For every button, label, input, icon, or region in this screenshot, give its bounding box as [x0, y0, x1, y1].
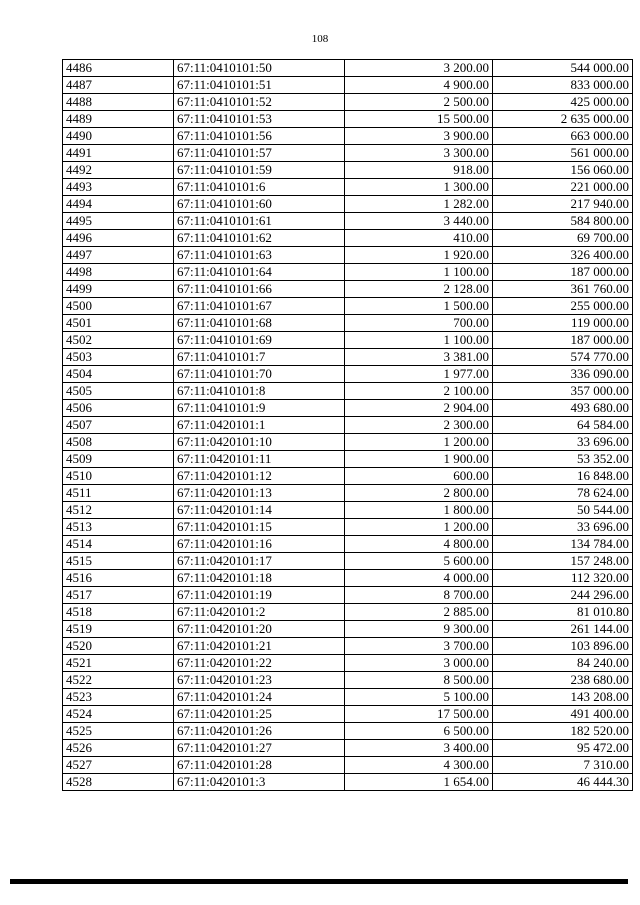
cadastral-number-cell: 67:11:0410101:51 — [174, 77, 345, 94]
area-cell: 410.00 — [345, 230, 493, 247]
table-row — [63, 536, 633, 553]
row-number-cell: 4495 — [63, 213, 174, 230]
page-number: 108 — [311, 33, 329, 45]
table-row — [63, 587, 633, 604]
area-cell: 4 000.00 — [345, 570, 493, 587]
row-number-cell: 4528 — [63, 774, 174, 791]
row-number-cell: 4504 — [63, 366, 174, 383]
table-row — [63, 315, 633, 332]
row-number-cell: 4512 — [63, 502, 174, 519]
value-cell: 491 400.00 — [493, 706, 633, 723]
area-cell: 918.00 — [345, 162, 493, 179]
value-cell: 493 680.00 — [493, 400, 633, 417]
value-cell: 157 248.00 — [493, 553, 633, 570]
value-cell: 119 000.00 — [493, 315, 633, 332]
cadastral-table — [62, 59, 633, 791]
area-cell: 1 800.00 — [345, 502, 493, 519]
table-row — [63, 740, 633, 757]
cadastral-number-cell: 67:11:0420101:25 — [174, 706, 345, 723]
cadastral-number-cell: 67:11:0420101:12 — [174, 468, 345, 485]
area-cell: 3 300.00 — [345, 145, 493, 162]
cadastral-number-cell: 67:11:0420101:22 — [174, 655, 345, 672]
value-cell: 69 700.00 — [493, 230, 633, 247]
cadastral-number-cell: 67:11:0420101:3 — [174, 774, 345, 791]
value-cell: 187 000.00 — [493, 264, 633, 281]
area-cell: 1 200.00 — [345, 434, 493, 451]
value-cell: 326 400.00 — [493, 247, 633, 264]
table-row — [63, 349, 633, 366]
row-number-cell: 4506 — [63, 400, 174, 417]
table-body — [63, 60, 633, 791]
row-number-cell: 4500 — [63, 298, 174, 315]
row-number-cell: 4517 — [63, 587, 174, 604]
row-number-cell: 4502 — [63, 332, 174, 349]
table-row — [63, 604, 633, 621]
cadastral-number-cell: 67:11:0410101:60 — [174, 196, 345, 213]
area-cell: 4 800.00 — [345, 536, 493, 553]
row-number-cell: 4499 — [63, 281, 174, 298]
row-number-cell: 4508 — [63, 434, 174, 451]
value-cell: 187 000.00 — [493, 332, 633, 349]
table-row — [63, 621, 633, 638]
area-cell: 700.00 — [345, 315, 493, 332]
cadastral-number-cell: 67:11:0410101:63 — [174, 247, 345, 264]
area-cell: 4 300.00 — [345, 757, 493, 774]
value-cell: 336 090.00 — [493, 366, 633, 383]
value-cell: 255 000.00 — [493, 298, 633, 315]
table-row — [63, 757, 633, 774]
cadastral-number-cell: 67:11:0420101:16 — [174, 536, 345, 553]
area-cell: 1 300.00 — [345, 179, 493, 196]
table-row — [63, 723, 633, 740]
table-row — [63, 519, 633, 536]
cadastral-number-cell: 67:11:0420101:17 — [174, 553, 345, 570]
cadastral-number-cell: 67:11:0420101:20 — [174, 621, 345, 638]
cadastral-number-cell: 67:11:0420101:23 — [174, 672, 345, 689]
area-cell: 8 700.00 — [345, 587, 493, 604]
area-cell: 2 500.00 — [345, 94, 493, 111]
row-number-cell: 4490 — [63, 128, 174, 145]
value-cell: 64 584.00 — [493, 417, 633, 434]
cadastral-number-cell: 67:11:0420101:1 — [174, 417, 345, 434]
cadastral-number-cell: 67:11:0410101:8 — [174, 383, 345, 400]
row-number-cell: 4494 — [63, 196, 174, 213]
footer-rule — [10, 879, 628, 884]
cadastral-number-cell: 67:11:0420101:19 — [174, 587, 345, 604]
value-cell: 833 000.00 — [493, 77, 633, 94]
cadastral-number-cell: 67:11:0420101:24 — [174, 689, 345, 706]
row-number-cell: 4496 — [63, 230, 174, 247]
row-number-cell: 4493 — [63, 179, 174, 196]
table-row — [63, 230, 633, 247]
value-cell: 357 000.00 — [493, 383, 633, 400]
cadastral-number-cell: 67:11:0420101:13 — [174, 485, 345, 502]
area-cell: 5 100.00 — [345, 689, 493, 706]
table-row — [63, 162, 633, 179]
cadastral-number-cell: 67:11:0410101:9 — [174, 400, 345, 417]
area-cell: 2 100.00 — [345, 383, 493, 400]
table-row — [63, 774, 633, 791]
cadastral-number-cell: 67:11:0410101:56 — [174, 128, 345, 145]
cadastral-number-cell: 67:11:0420101:21 — [174, 638, 345, 655]
row-number-cell: 4488 — [63, 94, 174, 111]
row-number-cell: 4510 — [63, 468, 174, 485]
cadastral-number-cell: 67:11:0410101:50 — [174, 60, 345, 77]
cadastral-number-cell: 67:11:0410101:7 — [174, 349, 345, 366]
table-row — [63, 264, 633, 281]
area-cell: 1 100.00 — [345, 264, 493, 281]
area-cell: 3 000.00 — [345, 655, 493, 672]
area-cell: 2 800.00 — [345, 485, 493, 502]
row-number-cell: 4524 — [63, 706, 174, 723]
area-cell: 600.00 — [345, 468, 493, 485]
row-number-cell: 4498 — [63, 264, 174, 281]
row-number-cell: 4514 — [63, 536, 174, 553]
cadastral-number-cell: 67:11:0410101:57 — [174, 145, 345, 162]
area-cell: 1 100.00 — [345, 332, 493, 349]
row-number-cell: 4505 — [63, 383, 174, 400]
row-number-cell: 4526 — [63, 740, 174, 757]
table-row — [63, 468, 633, 485]
row-number-cell: 4507 — [63, 417, 174, 434]
cadastral-number-cell: 67:11:0420101:10 — [174, 434, 345, 451]
area-cell: 5 600.00 — [345, 553, 493, 570]
row-number-cell: 4513 — [63, 519, 174, 536]
area-cell: 3 440.00 — [345, 213, 493, 230]
table-row — [63, 570, 633, 587]
cadastral-number-cell: 67:11:0410101:52 — [174, 94, 345, 111]
area-cell: 2 300.00 — [345, 417, 493, 434]
table-row — [63, 94, 633, 111]
table-row — [63, 434, 633, 451]
area-cell: 3 381.00 — [345, 349, 493, 366]
value-cell: 95 472.00 — [493, 740, 633, 757]
cadastral-number-cell: 67:11:0410101:61 — [174, 213, 345, 230]
table-row — [63, 672, 633, 689]
cadastral-number-cell: 67:11:0410101:62 — [174, 230, 345, 247]
row-number-cell: 4511 — [63, 485, 174, 502]
cadastral-number-cell: 67:11:0410101:59 — [174, 162, 345, 179]
cadastral-number-cell: 67:11:0420101:18 — [174, 570, 345, 587]
table-row — [63, 553, 633, 570]
area-cell: 8 500.00 — [345, 672, 493, 689]
value-cell: 7 310.00 — [493, 757, 633, 774]
area-cell: 2 128.00 — [345, 281, 493, 298]
cadastral-number-cell: 67:11:0420101:2 — [174, 604, 345, 621]
table-row — [63, 706, 633, 723]
value-cell: 53 352.00 — [493, 451, 633, 468]
row-number-cell: 4525 — [63, 723, 174, 740]
area-cell: 3 200.00 — [345, 60, 493, 77]
row-number-cell: 4497 — [63, 247, 174, 264]
value-cell: 663 000.00 — [493, 128, 633, 145]
value-cell: 16 848.00 — [493, 468, 633, 485]
cadastral-number-cell: 67:11:0410101:69 — [174, 332, 345, 349]
area-cell: 1 200.00 — [345, 519, 493, 536]
area-cell: 1 920.00 — [345, 247, 493, 264]
table-row — [63, 247, 633, 264]
area-cell: 1 654.00 — [345, 774, 493, 791]
value-cell: 112 320.00 — [493, 570, 633, 587]
value-cell: 103 896.00 — [493, 638, 633, 655]
row-number-cell: 4520 — [63, 638, 174, 655]
value-cell: 78 624.00 — [493, 485, 633, 502]
area-cell: 1 900.00 — [345, 451, 493, 468]
cadastral-number-cell: 67:11:0420101:28 — [174, 757, 345, 774]
cadastral-number-cell: 67:11:0410101:64 — [174, 264, 345, 281]
table-row — [63, 689, 633, 706]
area-cell: 3 700.00 — [345, 638, 493, 655]
value-cell: 46 444.30 — [493, 774, 633, 791]
value-cell: 33 696.00 — [493, 519, 633, 536]
area-cell: 15 500.00 — [345, 111, 493, 128]
value-cell: 182 520.00 — [493, 723, 633, 740]
table-row — [63, 179, 633, 196]
cadastral-number-cell: 67:11:0410101:6 — [174, 179, 345, 196]
row-number-cell: 4518 — [63, 604, 174, 621]
value-cell: 238 680.00 — [493, 672, 633, 689]
value-cell: 584 800.00 — [493, 213, 633, 230]
table-row — [63, 400, 633, 417]
cadastral-number-cell: 67:11:0410101:66 — [174, 281, 345, 298]
cadastral-number-cell: 67:11:0410101:68 — [174, 315, 345, 332]
row-number-cell: 4487 — [63, 77, 174, 94]
cadastral-number-cell: 67:11:0420101:14 — [174, 502, 345, 519]
table-row — [63, 502, 633, 519]
value-cell: 425 000.00 — [493, 94, 633, 111]
table-row — [63, 213, 633, 230]
table-row — [63, 111, 633, 128]
cadastral-number-cell: 67:11:0420101:11 — [174, 451, 345, 468]
area-cell: 6 500.00 — [345, 723, 493, 740]
row-number-cell: 4527 — [63, 757, 174, 774]
cadastral-number-cell: 67:11:0420101:26 — [174, 723, 345, 740]
area-cell: 1 500.00 — [345, 298, 493, 315]
cadastral-number-cell: 67:11:0410101:53 — [174, 111, 345, 128]
area-cell: 1 282.00 — [345, 196, 493, 213]
row-number-cell: 4522 — [63, 672, 174, 689]
row-number-cell: 4516 — [63, 570, 174, 587]
value-cell: 221 000.00 — [493, 179, 633, 196]
value-cell: 81 010.80 — [493, 604, 633, 621]
table-row — [63, 77, 633, 94]
row-number-cell: 4486 — [63, 60, 174, 77]
value-cell: 217 940.00 — [493, 196, 633, 213]
table-row — [63, 196, 633, 213]
area-cell: 3 400.00 — [345, 740, 493, 757]
value-cell: 561 000.00 — [493, 145, 633, 162]
row-number-cell: 4503 — [63, 349, 174, 366]
table-row — [63, 60, 633, 77]
row-number-cell: 4489 — [63, 111, 174, 128]
value-cell: 2 635 000.00 — [493, 111, 633, 128]
row-number-cell: 4509 — [63, 451, 174, 468]
value-cell: 50 544.00 — [493, 502, 633, 519]
area-cell: 9 300.00 — [345, 621, 493, 638]
table-row — [63, 332, 633, 349]
value-cell: 134 784.00 — [493, 536, 633, 553]
cadastral-number-cell: 67:11:0420101:27 — [174, 740, 345, 757]
table-row — [63, 638, 633, 655]
value-cell: 361 760.00 — [493, 281, 633, 298]
table-row — [63, 128, 633, 145]
table-row — [63, 145, 633, 162]
table-row — [63, 281, 633, 298]
cadastral-number-cell: 67:11:0410101:70 — [174, 366, 345, 383]
value-cell: 143 208.00 — [493, 689, 633, 706]
row-number-cell: 4491 — [63, 145, 174, 162]
value-cell: 244 296.00 — [493, 587, 633, 604]
row-number-cell: 4523 — [63, 689, 174, 706]
value-cell: 33 696.00 — [493, 434, 633, 451]
area-cell: 3 900.00 — [345, 128, 493, 145]
row-number-cell: 4492 — [63, 162, 174, 179]
value-cell: 84 240.00 — [493, 655, 633, 672]
table-row — [63, 298, 633, 315]
row-number-cell: 4515 — [63, 553, 174, 570]
table-row — [63, 417, 633, 434]
row-number-cell: 4519 — [63, 621, 174, 638]
value-cell: 574 770.00 — [493, 349, 633, 366]
table-row — [63, 366, 633, 383]
row-number-cell: 4501 — [63, 315, 174, 332]
area-cell: 2 885.00 — [345, 604, 493, 621]
value-cell: 261 144.00 — [493, 621, 633, 638]
table-row — [63, 485, 633, 502]
table-row — [63, 451, 633, 468]
table-row — [63, 383, 633, 400]
area-cell: 1 977.00 — [345, 366, 493, 383]
value-cell: 544 000.00 — [493, 60, 633, 77]
cadastral-number-cell: 67:11:0410101:67 — [174, 298, 345, 315]
area-cell: 17 500.00 — [345, 706, 493, 723]
area-cell: 2 904.00 — [345, 400, 493, 417]
table-row — [63, 655, 633, 672]
cadastral-number-cell: 67:11:0420101:15 — [174, 519, 345, 536]
area-cell: 4 900.00 — [345, 77, 493, 94]
value-cell: 156 060.00 — [493, 162, 633, 179]
row-number-cell: 4521 — [63, 655, 174, 672]
